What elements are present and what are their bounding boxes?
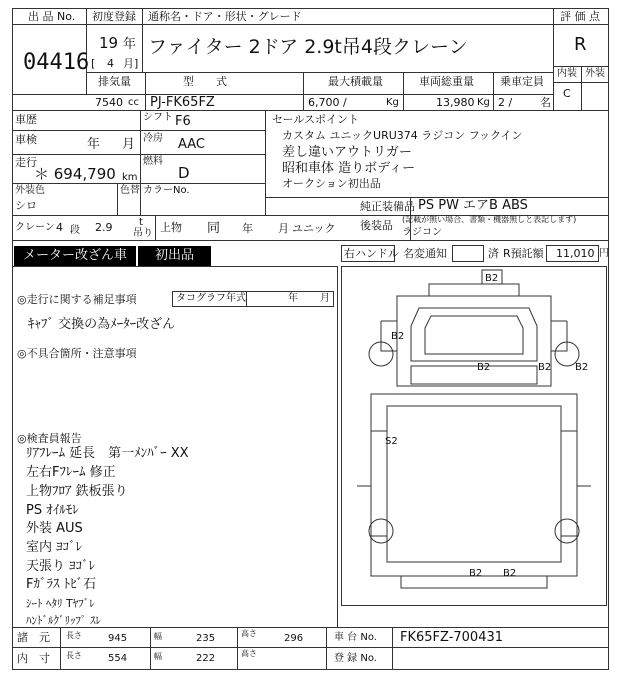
name-change-box[interactable] — [452, 245, 484, 262]
rating-value: R — [574, 34, 587, 55]
fuel-value: D — [178, 164, 190, 182]
mileage-label: 走行 — [15, 156, 37, 169]
grid-line — [117, 183, 118, 215]
inspector-line: ｼｰﾄ ﾍﾀﾘ Tﾔﾌﾞﾚ — [26, 597, 95, 610]
grid-line — [12, 130, 265, 131]
reg-month-unit: 月] — [123, 57, 139, 70]
mount-month-unit: 月 — [278, 222, 289, 235]
displacement-label: 排気量 — [98, 75, 131, 88]
overall-dim-label: 諸 元 — [17, 631, 50, 644]
sales-points-label: セールスポイント — [272, 113, 360, 126]
inspector-label: ◎検査員報告 — [17, 432, 82, 445]
grid-line — [12, 24, 609, 25]
mount-maker: ユニック — [292, 222, 336, 235]
grid-line — [12, 627, 609, 628]
crane-t: t — [139, 217, 143, 228]
color-no-label: カラーNo. — [143, 185, 190, 196]
supplement-label: ◎走行に関する補足事項 — [17, 293, 137, 306]
aftermarket-label: 後装品 — [360, 219, 393, 232]
ext-color: シロ — [15, 199, 37, 212]
crane-steps: 4 — [56, 221, 63, 234]
aftermarket-value: ラジコン — [402, 227, 442, 238]
displacement: 7540 — [95, 96, 123, 109]
crane-hang-unit: 吊り — [133, 228, 153, 239]
chassis-no: FK65FZ-700431 — [400, 630, 504, 645]
inspection-year-unit: 年 — [87, 137, 101, 152]
overall-length: 945 — [108, 633, 128, 644]
recycle-label: R預託額 — [503, 247, 544, 260]
recycle-mark: 済 — [488, 247, 499, 260]
capacity-label: 乗車定員 — [500, 75, 544, 88]
chassis-label: 車 台 No. — [334, 632, 377, 643]
tachograph-label: タコグラフ年式 — [176, 293, 246, 304]
lot-no: 04416 — [23, 50, 90, 75]
grid-line — [326, 627, 327, 670]
grid-line — [145, 72, 146, 110]
model-label: 型 式 — [183, 75, 227, 88]
mount-year-unit: 年 — [242, 222, 253, 235]
inspector-line: PS ｵｲﾙﾓﾚ — [26, 503, 79, 518]
shift-value: F6 — [175, 114, 191, 129]
color-change-label: 色替 — [120, 185, 140, 196]
mileage-value: ＊ 694,790 — [34, 165, 116, 183]
damage-mark: B2 — [503, 568, 517, 579]
reg-year: 19 — [99, 34, 119, 52]
rhd-label: 右ハンドル — [344, 247, 399, 260]
grid-line — [12, 240, 609, 241]
sales-point-line: 差し違いアウトリガー — [282, 145, 412, 160]
grid-line — [12, 647, 609, 648]
sales-point-line: 昭和車体 造りボディー — [282, 161, 416, 176]
tab-first-listing[interactable]: 初出品 — [138, 246, 211, 266]
inner-dim-label: 内 寸 — [17, 652, 50, 665]
factory-equipment: PS PW エアB ABS — [418, 198, 528, 213]
truck-diagram — [341, 266, 607, 606]
gross-weight-label: 車両総重量 — [419, 75, 474, 88]
grid-line — [337, 266, 338, 627]
aftermarket-note: (記載が無い場合、書類・機器無しと表記します) — [402, 215, 577, 224]
shift-label: シフト — [143, 112, 173, 123]
reg-month-open: [ — [91, 57, 96, 70]
defects-label: ◎不具合箇所・注意事項 — [17, 347, 137, 360]
fuel-label: 燃料 — [143, 156, 163, 167]
gross-weight: 13,980 — [436, 96, 475, 109]
reg-month: 4 — [107, 57, 114, 70]
damage-mark: B2 — [391, 331, 405, 342]
grid-line — [86, 72, 553, 73]
length-label: 長さ — [66, 631, 82, 640]
ac-value: AAC — [178, 137, 205, 152]
tachograph-year-unit: 年 — [288, 293, 298, 304]
car-name-label: 通称名・ドア・形状・グレード — [148, 10, 302, 23]
inner-width: 222 — [196, 653, 216, 664]
grid-line — [246, 291, 247, 307]
grid-line — [60, 627, 61, 670]
grid-line — [403, 72, 404, 110]
interior-label: 内装 — [557, 68, 577, 79]
grid-line — [392, 627, 393, 670]
inspector-line: 天張り ﾖｺﾞﾚ — [26, 559, 96, 574]
grid-line — [155, 215, 156, 240]
inspector-line: 室内 ﾖｺﾞﾚ — [26, 540, 83, 555]
damage-mark: S2 — [385, 436, 398, 447]
crane-ton: 2.9 — [95, 221, 113, 234]
width-label: 幅 — [154, 652, 162, 661]
car-name: ファイター 2ドア 2.9t吊4段クレーン — [148, 36, 468, 58]
damage-mark: B2 — [485, 273, 499, 284]
reg-no-label: 登 録 No. — [334, 653, 377, 664]
length-label: 長さ — [66, 651, 82, 660]
grid-line — [303, 72, 304, 110]
inner-length: 554 — [108, 653, 128, 664]
inspector-line: ﾊﾝﾄﾞﾙｸﾞﾘｯﾌﾟ ｽﾚ — [26, 614, 101, 627]
name-change-label: 名変通知 — [403, 247, 447, 260]
history-label: 車歴 — [15, 113, 37, 126]
damage-mark: B2 — [469, 568, 483, 579]
inspector-line: Fｶﾞﾗｽ ﾄﾋﾞ石 — [26, 577, 97, 592]
height-label: 高さ — [241, 629, 257, 638]
grid-line — [12, 94, 553, 95]
crane-step-unit: 段 — [70, 225, 80, 236]
inspection-month-unit: 月 — [122, 137, 136, 152]
max-load: 6,700 / — [308, 96, 347, 109]
rating-label: 評 価 点 — [560, 10, 600, 23]
damage-mark: B2 — [538, 362, 552, 373]
max-load-label: 最大積載量 — [328, 75, 383, 88]
grid-line — [12, 266, 337, 267]
grid-line — [12, 154, 265, 155]
overall-width: 235 — [196, 633, 216, 644]
lot-no-label: 出 品 No. — [28, 10, 76, 23]
tab-meter-tampered[interactable]: メーター改ざん車 — [14, 246, 136, 266]
recycle-amount: 11,010 — [556, 247, 595, 260]
gross-weight-unit: Kg — [477, 97, 490, 108]
sales-point-line: オークション初出品 — [282, 177, 381, 190]
recycle-yen: 円 — [599, 248, 609, 259]
grid-line — [142, 8, 143, 72]
exterior-label: 外装 — [585, 68, 605, 79]
inspector-line: 外装 AUS — [26, 521, 83, 536]
max-load-unit: Kg — [386, 97, 399, 108]
grid-line — [12, 183, 265, 184]
first-reg-label: 初度登録 — [92, 10, 136, 23]
capacity: 2 / — [498, 96, 513, 109]
inspector-line: ﾘｱﾌﾚｰﾑ 延長 第一ﾒﾝﾊﾞｰ XX — [26, 446, 189, 461]
grid-line — [12, 110, 609, 111]
reg-year-unit: 年 — [123, 37, 137, 52]
grid-line — [150, 627, 151, 670]
tachograph-month-unit: 月 — [320, 293, 330, 304]
mount-same: 同 — [207, 221, 221, 236]
ac-label: 冷房 — [143, 133, 163, 144]
inspector-line: 上物ﾌﾛｱ 鉄板張り — [26, 484, 128, 499]
factory-equipment-label: 純正装備品 — [360, 200, 415, 213]
displacement-unit: cc — [128, 97, 139, 108]
mileage-unit: km — [122, 172, 138, 183]
grid-line — [581, 66, 582, 110]
capacity-unit: 名 — [540, 96, 551, 109]
interior-grade: C — [563, 87, 571, 100]
sales-point-line: カスタム ユニックURU374 ラジコン フックイン — [282, 129, 523, 142]
mount-label: 上物 — [160, 221, 182, 234]
damage-mark: B2 — [477, 362, 491, 373]
supplement-text: ｷｬﾌﾞ 交換の為ﾒｰﾀｰ改ざん — [28, 317, 176, 332]
ext-color-label: 外装色 — [15, 185, 45, 196]
height-label: 高さ — [241, 649, 257, 658]
overall-height: 296 — [284, 633, 304, 644]
grid-line — [140, 110, 141, 215]
width-label: 幅 — [154, 632, 162, 641]
crane-label: クレーン — [15, 222, 55, 233]
damage-mark: B2 — [575, 362, 589, 373]
grid-line — [265, 110, 266, 215]
grid-line — [493, 72, 494, 110]
inspector-line: 左右Fﾌﾚｰﾑ 修正 — [26, 465, 116, 480]
model-code: PJ-FK65FZ — [150, 95, 215, 110]
inspection-label: 車検 — [15, 133, 37, 146]
grid-line — [237, 627, 238, 670]
